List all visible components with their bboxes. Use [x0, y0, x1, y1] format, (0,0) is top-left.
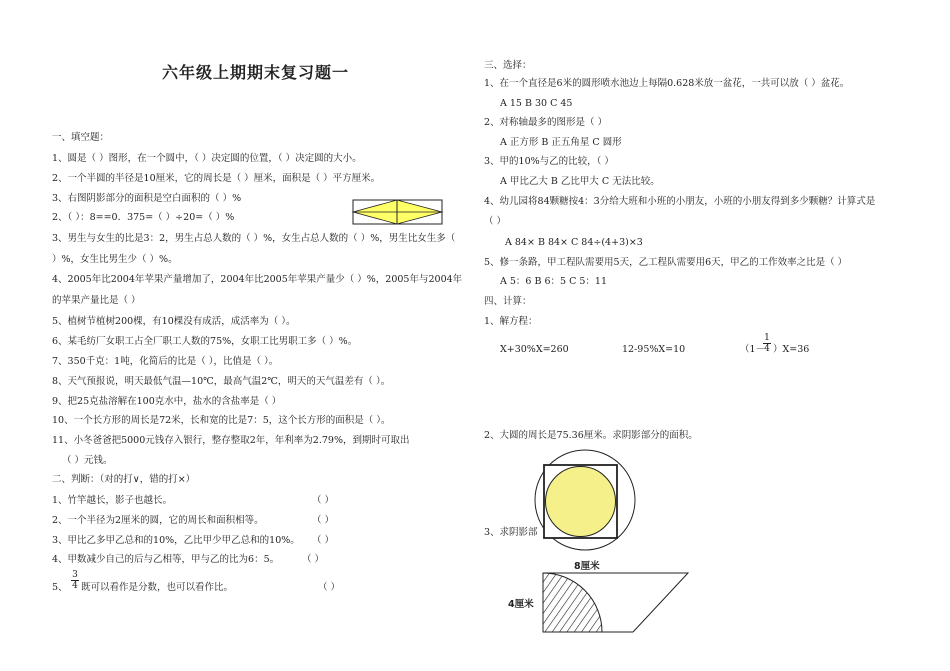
fraction-denominator: 4: [72, 581, 78, 591]
choice-question: （ ）: [484, 216, 507, 227]
choice-question: 2、对称轴最多的图形是（ ）: [484, 117, 608, 128]
fill-line: 8、天气预报说，明天最低气温—10℃，最高气温2℃，明天的天气温差有（ ）。: [52, 376, 391, 387]
judge-item: 3、甲比乙多甲乙总和的10%，乙比甲少甲乙总和的10%。: [52, 535, 300, 546]
label-4cm: 4厘米: [508, 599, 534, 610]
fill-line: 1、圆是（ ）图形，在一个圆中，（ ）决定圆的位置，（ ）决定圆的大小。: [52, 153, 362, 164]
fraction-denominator: 4: [764, 344, 770, 354]
fill-line: 3、男生与女生的比是3：2，男生占总人数的（ ）%，女生占总人数的（ ）%，男生比女生多（: [52, 233, 456, 244]
choice-options: A 甲比乙大 B 乙比甲大 C 无法比较。: [500, 176, 660, 187]
choice-question: 1、在一个直径是6米的圆形喷水池边上每隔0.628米放一盆花，一共可以放（ ）盆花。: [484, 78, 850, 89]
choice-options: A 15 B 30 C 45: [500, 98, 573, 109]
circle-problem-label: 2、大圆的周长是75.36厘米。求阴影部分的面积。: [484, 430, 698, 441]
judge-item-prefix: 5、: [52, 582, 68, 593]
fraction-one-quarter: [762, 333, 772, 354]
fraction-numerator: 1: [764, 333, 770, 343]
judge-item: 4、甲数减少自己的后与乙相等，甲与乙的比为6：5。: [52, 554, 280, 565]
judge-blank: （ ）: [312, 535, 335, 546]
judge-item: 1、竹竿越长，影子也越长。: [52, 495, 173, 506]
judge-blank: （ ）: [312, 495, 335, 506]
shaded-problem-label: 3、求阴影部: [484, 527, 538, 538]
page-title: 六年级上期期末复习题一: [162, 63, 350, 82]
fill-line: ）%，女生比男生少（ ）%。: [52, 254, 178, 265]
equation-3-close: ）X=36: [773, 344, 810, 355]
fill-line: 5、植树节植树200棵，有10棵没有成活，成活率为（ ）。: [52, 316, 296, 327]
choice-options: A 84× B 84× C 84÷(4+3)×3: [505, 237, 643, 248]
judge-item: 2、一个半径为2厘米的圆，它的周长和面积相等。: [52, 515, 264, 526]
choice-options: A 正方形 B 正五角星 C 圆形: [500, 137, 622, 148]
fill-line: 3、右图阴影部分的面积是空白面积的（ ）%: [52, 193, 242, 204]
fill-line: 的苹果产量比是（ ）: [52, 295, 141, 306]
choice-options: A 5：6 B 6：5 C 5：11: [500, 276, 608, 287]
fill-line: 7、350千克：1吨，化简后的比是（ ），比值是（ ）。: [52, 356, 279, 367]
choice-question: 4、幼儿园将84颗糖按4：3分给大班和小班的小朋友，小班的小朋友得到多少颗糖？计算式是: [484, 196, 876, 207]
section1-heading: 一、填空题：: [52, 132, 110, 143]
fill-line: （ ）元钱。: [62, 455, 113, 466]
judge-item: 既可以看作是分数，也可以看作比。: [81, 582, 234, 593]
section2-heading: 二、判断：（对的打∨，错的打×）: [52, 474, 196, 485]
judge-blank: （ ）: [312, 515, 335, 526]
fill-line: 6、某毛纺厂女职工占全厂职工人数的75%，女职工比男职工多（ ）%。: [52, 336, 358, 347]
fill-line: 11、小冬爸爸把5000元钱存入银行，整存整取2年，年利率为2.79%，到期时可取出: [52, 435, 410, 446]
hatched-trapezoid-figure: [538, 568, 698, 636]
fraction-numerator: 3: [72, 570, 78, 580]
judge-blank: （ ）: [302, 554, 325, 565]
fraction-three-quarters: [70, 570, 80, 591]
fill-line: 2、一个半圆的半径是10厘米，它的周长是（ ）厘米，面积是（ ）平方厘米。: [52, 173, 381, 184]
equation-3-open: （1－: [740, 344, 766, 355]
fill-line: 4、2005年比2004年苹果产量增加了，2004年比2005年苹果产量少（ ）%，2005年与2004年: [52, 274, 463, 285]
fill-line: 9、把25克盐溶解在100克水中，盐水的含盐率是（ ）: [52, 396, 282, 407]
judge-blank: （ ）: [318, 582, 341, 593]
solve-equations-label: 1、解方程：: [484, 316, 538, 327]
section4-heading: 四、计算：: [484, 296, 532, 307]
fill-line: 10、一个长方形的周长是72米，长和宽的比是7：5，这个长方形的面积是（ ）。: [52, 415, 391, 426]
section3-heading: 三、选择：: [484, 60, 532, 71]
circle-in-square-figure: [533, 448, 637, 552]
shaded-rectangle-figure: [350, 197, 445, 227]
fill-line: 2、（ ）：8==0．375=（ ）÷20=（ ）%: [52, 212, 235, 223]
choice-question: 5、修一条路，甲工程队需要用5天，乙工程队需要用6天，甲乙的工作效率之比是（ ）: [484, 257, 848, 268]
label-8cm: 8厘米: [574, 561, 600, 572]
equation-1: X+30%X=260: [500, 344, 569, 355]
choice-question: 3、甲的10%与乙的比较，（ ）: [484, 156, 614, 167]
equation-2: 12-95%X=10: [622, 344, 686, 355]
